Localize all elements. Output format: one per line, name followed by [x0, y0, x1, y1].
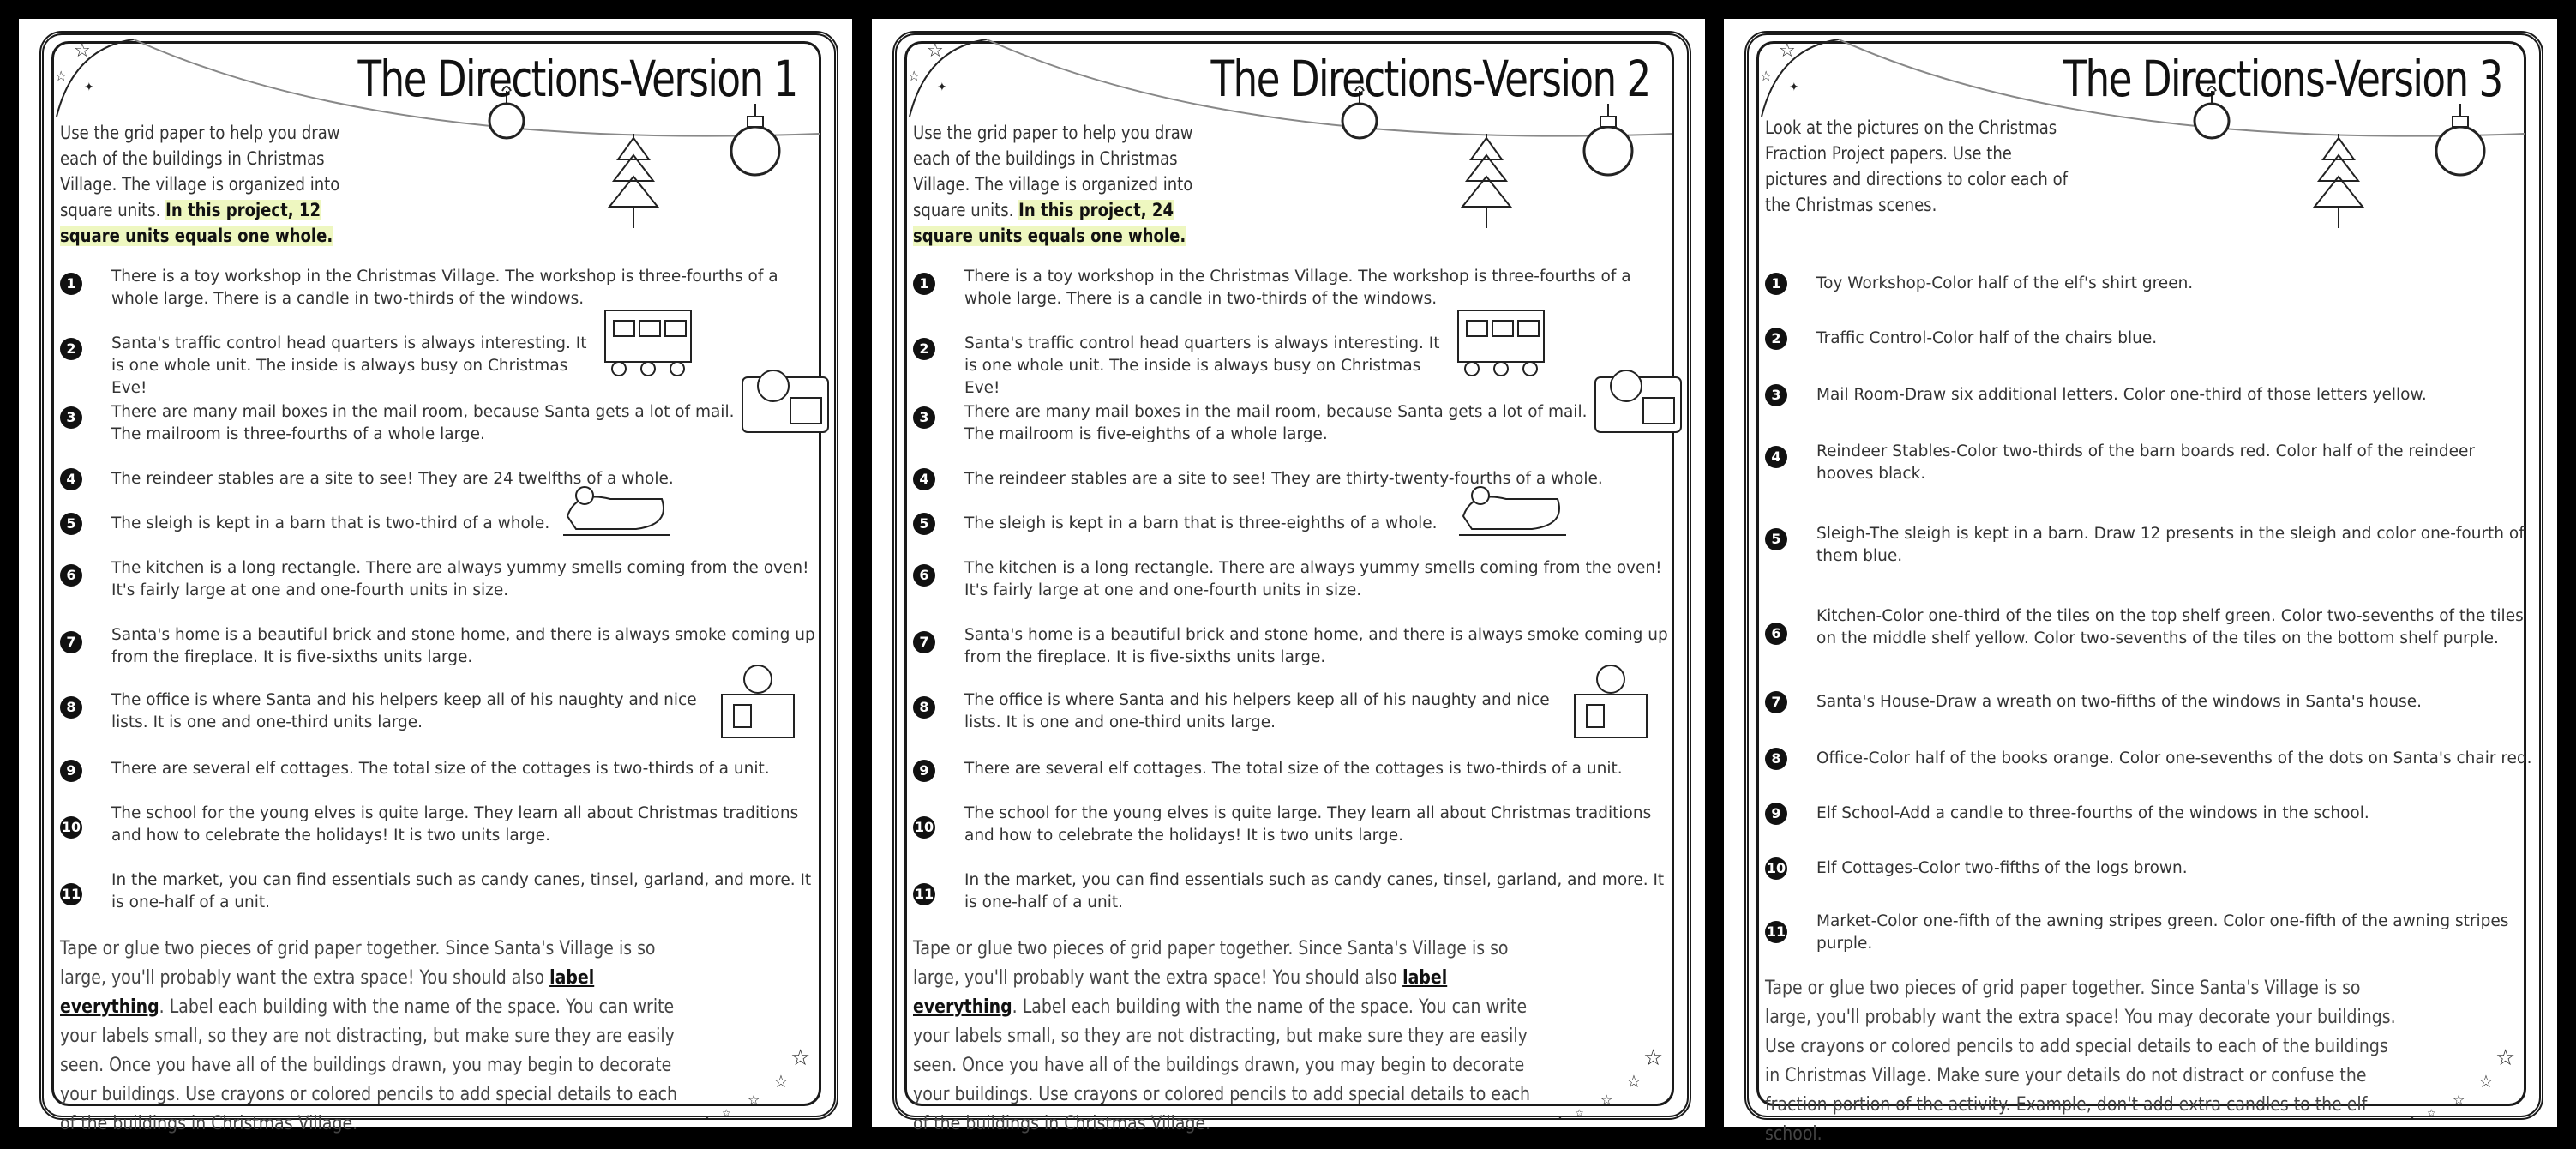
- item-text: The school for the young elves is quite large. They learn all about Christmas traditions and how to celebrate the holidays! It is two units large.: [111, 804, 799, 845]
- item-text: Santa's traffic control head quarters is always interesting. It is one whole unit. The inside is always busy on Christmas Eve!: [964, 334, 1440, 397]
- item-number: 4: [913, 468, 935, 490]
- footer-text-b: . Label each building with the name of the space. You can write your labels small, so they are not distracting, but make sure they are easily seen. Once you have all of the buildings drawn, you may begin to decorate your buildings. Use crayons or colored pencils to add special details to each of the buildings in Christmas Village.: [913, 996, 1530, 1134]
- svg-text:☆: ☆: [722, 1107, 731, 1119]
- item-text: Santa's home is a beautiful brick and stone home, and there is always smoke coming up from the fireplace. It is five-sixths units large.: [964, 626, 1668, 666]
- intro-plain: Look at the pictures on the Christmas Fraction Project papers. Use the pictures and directions to color each of the Christmas scenes.: [1765, 117, 2069, 215]
- item-text: The kitchen is a long rectangle. There are always yummy smells coming from the oven! It's fairly large at one and one-fourth units in size.: [111, 559, 809, 599]
- item-number: 11: [60, 883, 82, 905]
- item-text: Reindeer Stables-Color two-thirds of the barn boards red. Color half of the reindeer hooves black.: [1816, 442, 2475, 483]
- item-text: There are several elf cottages. The total size of the cottages is two-thirds of a unit.: [964, 760, 1623, 778]
- footer-emphasis: label everything: [60, 967, 595, 1018]
- intro-highlight: In this project, 12 square units equals one whole.: [60, 200, 333, 246]
- item-text: Elf Cottages-Color two-fifths of the logs brown.: [1816, 859, 2188, 877]
- item-text: Toy Workshop-Color half of the elf's shirt green.: [1816, 274, 2194, 292]
- item-number: 8: [913, 696, 935, 719]
- item-number: 1: [913, 273, 935, 295]
- footer-text-a: Tape or glue two pieces of grid paper together. Since Santa's Village is so large, you'll probably want the extra space! You should also: [60, 938, 656, 989]
- item-text: Sleigh-The sleigh is kept in a barn. Draw 12 presents in the sleigh and color one-fourth of them blue.: [1816, 525, 2525, 565]
- footer-instructions: [913, 935, 1547, 1139]
- page-version-2: [872, 19, 1705, 1134]
- item-number: 4: [1765, 446, 1787, 468]
- item-number: 10: [913, 816, 935, 839]
- svg-text:•: •: [2410, 1113, 2415, 1122]
- traffic-control-illustration: [1455, 302, 1549, 379]
- footer-emphasis: label everything: [913, 967, 1448, 1018]
- intro-highlight: In this project, 24 square units equals one whole.: [913, 200, 1186, 246]
- item-number: 4: [60, 468, 82, 490]
- item-number: 2: [60, 338, 82, 360]
- item-text: The office is where Santa and his helpers keep all of his naughty and nice lists. It is one and one-third units large.: [111, 691, 697, 731]
- item-text: In the market, you can find essentials such as candy canes, tinsel, garland, and more. It is one-half of a unit.: [111, 871, 812, 911]
- svg-text:☆: ☆: [748, 1092, 760, 1108]
- svg-text:☆: ☆: [2453, 1092, 2465, 1108]
- page-title: The Directions-Version 1: [357, 50, 797, 108]
- footer-instructions: [1765, 974, 2399, 1149]
- svg-text:•: •: [1558, 1113, 1563, 1122]
- svg-text:✦: ✦: [84, 81, 94, 94]
- item-text: The reindeer stables are a site to see! They are 24 twelfths of a whole.: [111, 470, 674, 488]
- item-number: 8: [60, 696, 82, 719]
- svg-text:☆: ☆: [1643, 1045, 1664, 1071]
- item-number: 5: [1765, 528, 1787, 550]
- item-number: 9: [60, 760, 82, 782]
- item-text: Kitchen-Color one-third of the tiles on the top shelf green. Color two-sevenths of the tiles on the middle shelf yellow. Color two-sevenths of the tiles on the bottom shelf purple.: [1816, 607, 2524, 647]
- sleigh-illustration: [1455, 482, 1575, 542]
- item-number: 11: [1765, 921, 1787, 943]
- item-text: Office-Color half of the books orange. Color one-sevenths of the dots on Santa's chair red.: [1816, 749, 2532, 767]
- svg-text:☆: ☆: [773, 1071, 789, 1092]
- intro-text: [60, 120, 369, 249]
- intro-text: [913, 120, 1222, 249]
- office-illustration: [1570, 660, 1652, 743]
- item-number: 7: [913, 631, 935, 653]
- item-number: 9: [913, 760, 935, 782]
- svg-text:☆: ☆: [55, 68, 68, 84]
- item-number: 2: [1765, 328, 1787, 350]
- svg-text:☆: ☆: [908, 68, 921, 84]
- item-text: There is a toy workshop in the Christmas Village. The workshop is three-fourths of a whole large. There is a candle in two-thirds of the windows.: [111, 268, 778, 308]
- item-number: 11: [913, 883, 935, 905]
- svg-text:✦: ✦: [1789, 81, 1799, 94]
- stars-decoration: [688, 1031, 825, 1125]
- page-title: The Directions-Version 3: [2063, 50, 2502, 108]
- item-number: 6: [1765, 623, 1787, 645]
- item-text: There are several elf cottages. The total size of the cottages is two-thirds of a unit.: [111, 760, 770, 778]
- mailroom-illustration: [1592, 360, 1686, 437]
- item-text: There are many mail boxes in the mail room, because Santa gets a lot of mail. The mailroom is three-fourths of a whole large.: [111, 403, 735, 443]
- svg-text:☆: ☆: [2427, 1107, 2436, 1119]
- item-number: 10: [60, 816, 82, 839]
- item-number: 3: [913, 406, 935, 429]
- item-number: 10: [1765, 857, 1787, 880]
- intro-plain: Use the grid paper to help you draw each of the buildings in Christmas Village. The village is organized into square units.: [913, 123, 1193, 220]
- item-number: 8: [1765, 748, 1787, 770]
- svg-text:☆: ☆: [1626, 1071, 1642, 1092]
- item-text: The sleigh is kept in a barn that is two-third of a whole.: [111, 514, 550, 532]
- item-text: The kitchen is a long rectangle. There are always yummy smells coming from the oven! It's fairly large at one and one-fourth units in size.: [964, 559, 1662, 599]
- svg-text:☆: ☆: [74, 40, 91, 62]
- footer-text-a: Tape or glue two pieces of grid paper together. Since Santa's Village is so large, you'll probably want the extra space! You should also: [913, 938, 1509, 989]
- item-number: 1: [1765, 273, 1787, 295]
- item-number: 3: [1765, 384, 1787, 406]
- item-text: The sleigh is kept in a barn that is three-eighths of a whole.: [964, 514, 1438, 532]
- footer-text-a: Tape or glue two pieces of grid paper together. Since Santa's Village is so large, you'll probably want the extra space! You may decorate your buildings. Use crayons or colored pencils to add special details to each of the buildings in Christmas Village. Make sure your details do not distract or confuse the fraction portion of the activity. Example, don't add extra candles to the elf school.: [1765, 978, 2396, 1145]
- svg-text:☆: ☆: [1600, 1092, 1613, 1108]
- item-number: 5: [913, 513, 935, 535]
- item-number: 2: [913, 338, 935, 360]
- svg-text:☆: ☆: [790, 1045, 811, 1071]
- item-text: Elf School-Add a candle to three-fourths of the windows in the school.: [1816, 804, 2369, 822]
- intro-text: [1765, 115, 2075, 218]
- item-number: 5: [60, 513, 82, 535]
- intro-plain: Use the grid paper to help you draw each of the buildings in Christmas Village. The village is organized into square units.: [60, 123, 340, 220]
- item-text: The school for the young elves is quite large. They learn all about Christmas traditions and how to celebrate the holidays! It is two units large.: [964, 804, 1652, 845]
- item-text: Mail Room-Draw six additional letters. Color one-third of those letters yellow.: [1816, 386, 2427, 404]
- item-text: In the market, you can find essentials such as candy canes, tinsel, garland, and more. It is one-half of a unit.: [964, 871, 1665, 911]
- svg-text:✦: ✦: [937, 81, 947, 94]
- item-text: Santa's traffic control head quarters is always interesting. It is one whole unit. The inside is always busy on Christmas Eve!: [111, 334, 587, 397]
- sleigh-illustration: [559, 482, 679, 542]
- svg-text:☆: ☆: [2495, 1045, 2516, 1071]
- item-number: 6: [913, 564, 935, 587]
- item-number: 7: [60, 631, 82, 653]
- page-version-3: [1724, 19, 2557, 1145]
- svg-text:☆: ☆: [927, 40, 944, 62]
- page-version-1: [19, 19, 852, 1134]
- item-number: 1: [60, 273, 82, 295]
- svg-text:☆: ☆: [2478, 1071, 2494, 1092]
- footer-instructions: [60, 935, 694, 1139]
- stars-decoration: [1540, 1031, 1678, 1125]
- item-text: There are many mail boxes in the mail room, because Santa gets a lot of mail. The mailroom is five-eighths of a whole large.: [964, 403, 1588, 443]
- item-text: Traffic Control-Color half of the chairs blue.: [1816, 329, 2158, 347]
- stars-decoration: [2393, 1031, 2530, 1125]
- mailroom-illustration: [739, 360, 833, 437]
- page-title: The Directions-Version 2: [1210, 50, 1650, 108]
- svg-text:☆: ☆: [1760, 68, 1773, 84]
- item-number: 3: [60, 406, 82, 429]
- item-number: 6: [60, 564, 82, 587]
- svg-text:•: •: [705, 1113, 710, 1122]
- svg-text:☆: ☆: [1575, 1107, 1584, 1119]
- item-text: There is a toy workshop in the Christmas Village. The workshop is three-fourths of a whole large. There is a candle in two-thirds of the windows.: [964, 268, 1631, 308]
- item-number: 7: [1765, 691, 1787, 713]
- item-text: The office is where Santa and his helpers keep all of his naughty and nice lists. It is one and one-third units large.: [964, 691, 1550, 731]
- traffic-control-illustration: [602, 302, 696, 379]
- office-illustration: [717, 660, 799, 743]
- svg-text:☆: ☆: [1779, 40, 1796, 62]
- item-text: Santa's home is a beautiful brick and stone home, and there is always smoke coming up from the fireplace. It is five-sixths units large.: [111, 626, 815, 666]
- item-text: Santa's House-Draw a wreath on two-fifths of the windows in Santa's house.: [1816, 693, 2423, 711]
- item-text: Market-Color one-fifth of the awning stripes green. Color one-fifth of the awning stripes purple.: [1816, 912, 2509, 953]
- footer-text-b: . Label each building with the name of the space. You can write your labels small, so they are not distracting, but make sure they are easily seen. Once you have all of the buildings drawn, you may begin to decorate your buildings. Use crayons or colored pencils to add special details to each of the buildings in Christmas Village.: [60, 996, 677, 1134]
- item-text: The reindeer stables are a site to see! They are thirty-twenty-fourths of a whole.: [964, 470, 1603, 488]
- item-number: 9: [1765, 803, 1787, 825]
